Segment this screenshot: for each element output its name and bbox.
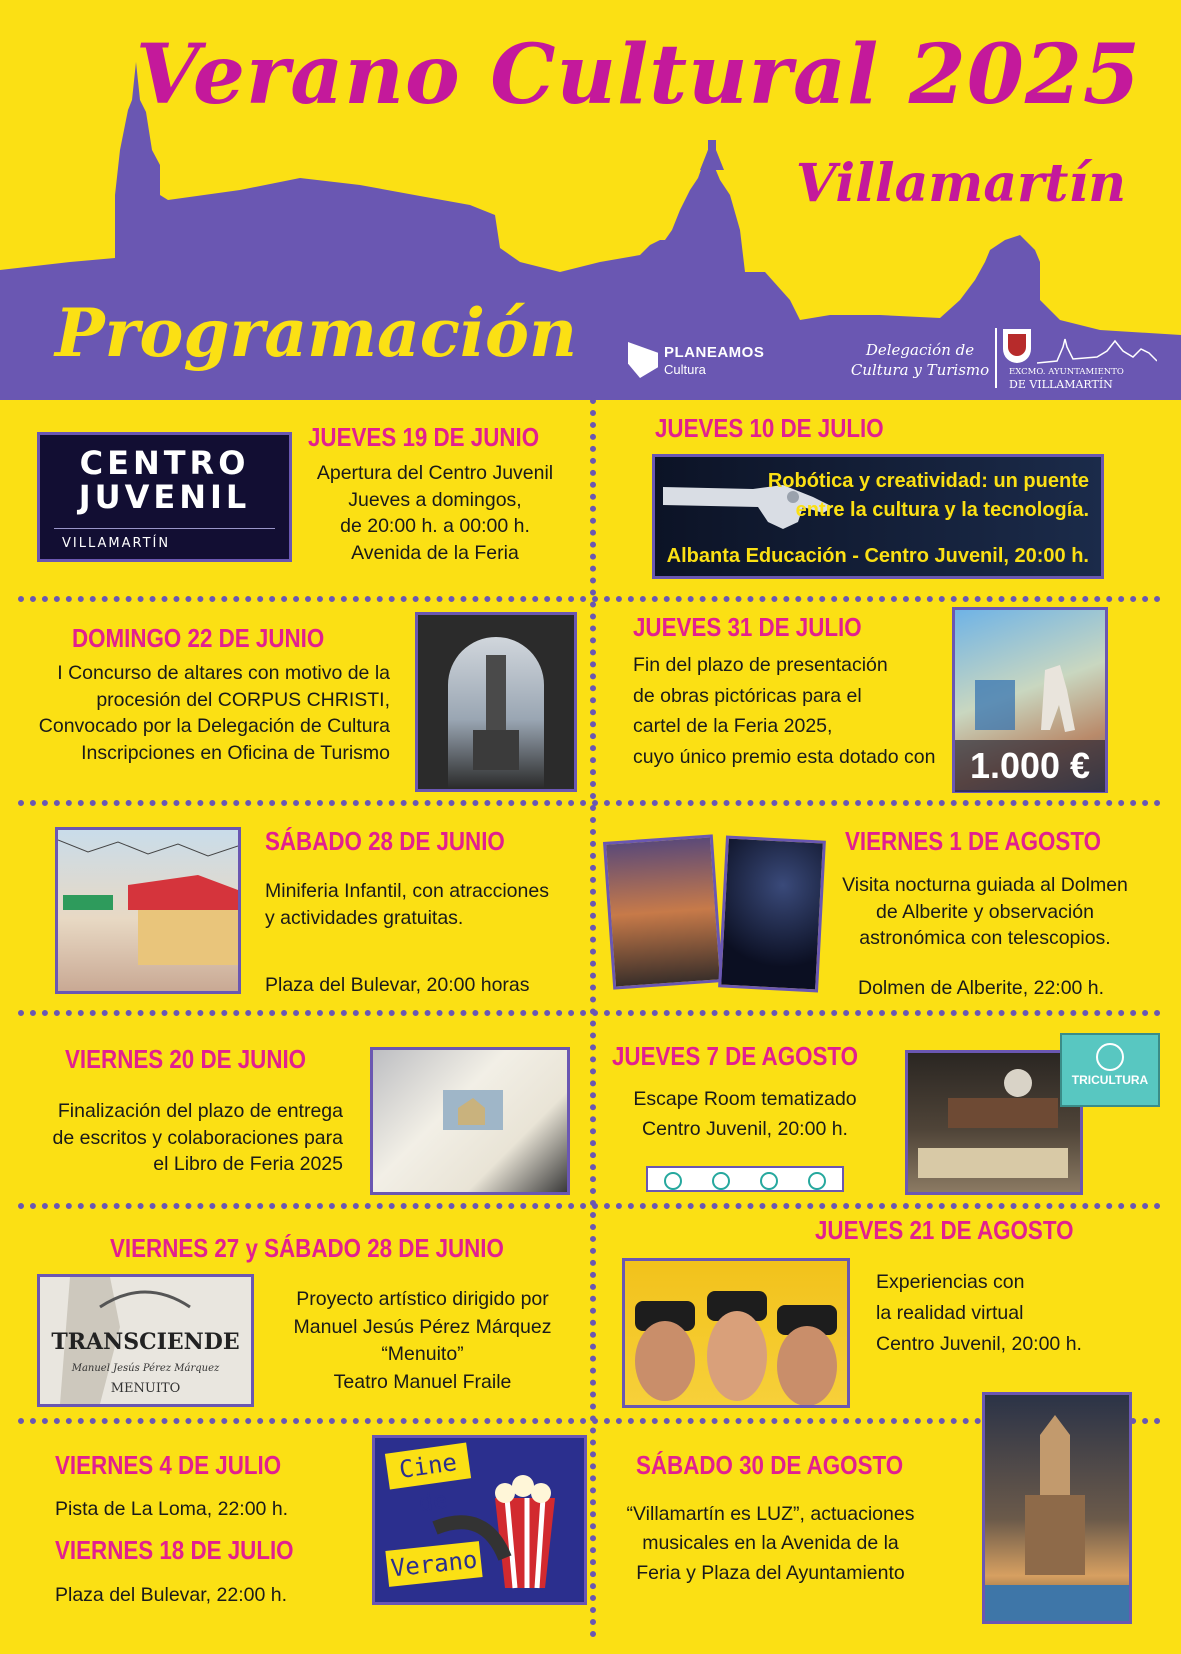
poster-subtitle: Villamartín — [795, 153, 1126, 214]
church-arch-photo-graphic — [418, 615, 574, 789]
planeamos-name: PLANEAMOS — [664, 344, 765, 361]
event-date: DOMINGO 22 DE JUNIO — [72, 623, 325, 653]
event-description: I Concurso de altares con motivo de la procesión del CORPUS CHRISTI, Convocado por la Delegación de Cultura Inscripciones en Oficina de Turismo — [38, 662, 390, 765]
row-divider — [18, 1010, 1161, 1016]
dolmen-photo — [603, 834, 723, 989]
event-description: Escape Room tematizado Centro Juvenil, 20:00 h. — [633, 1088, 857, 1141]
event-description: Fin del plazo de presentación de obras pictóricas para el cartel de la Feria 2025, cuyo único premio esta dotado con — [633, 654, 936, 768]
delegacion-line-1: Delegación de — [865, 341, 975, 359]
virtual-reality-graphic — [625, 1261, 847, 1405]
sponsor-icon — [664, 1172, 682, 1190]
poster-alias: MENUITO — [110, 1381, 181, 1396]
tricultura-icon — [1096, 1043, 1124, 1071]
poster-title: Verano Cultural 2025 — [135, 27, 1141, 123]
transciende-poster — [37, 1274, 254, 1407]
banner-line-1: Robótica y creatividad: un puente — [767, 470, 1089, 492]
miniferia-photo — [55, 827, 241, 994]
planeamos-mark-icon — [628, 342, 658, 378]
event-description: Miniferia Infantil, con atracciones y actividades gratuitas. — [265, 880, 549, 929]
row-divider — [18, 596, 1161, 602]
plaza-fountain-graphic — [985, 1395, 1129, 1621]
sponsor-icon — [712, 1172, 730, 1190]
badge-line-2: JUVENIL — [78, 477, 251, 516]
town-outline-icon — [1037, 333, 1157, 367]
badge-line-3: VILLAMARTÍN — [62, 536, 171, 551]
miniferia-graphic — [58, 830, 238, 991]
event-date: VIERNES 4 DE JULIO — [55, 1450, 282, 1480]
event-place: Pista de La Loma, 22:00 h. — [55, 1498, 289, 1520]
ayuntamiento-line-2: DE VILLAMARTÍN — [1009, 378, 1113, 391]
virtual-reality-photo — [622, 1258, 850, 1408]
event-description: Visita nocturna guiada al Dolmen de Alberite y observación astronómica con telescopios. — [842, 874, 1128, 950]
event-description: Finalización del plazo de entrega de escritos y colaboraciones para el Libro de Feria 2025 — [52, 1100, 343, 1176]
ayuntamiento-line-1: EXCMO. AYUNTAMIENTO — [1009, 367, 1124, 377]
escape-room-photo — [905, 1050, 1083, 1195]
sponsor-icons-strip — [646, 1166, 844, 1192]
banner-footer: Albanta Educación - Centro Juvenil, 20:00 h. — [666, 545, 1089, 567]
section-heading: Programación — [55, 294, 577, 372]
row-divider — [18, 1203, 1161, 1209]
night-sky-photo — [718, 835, 826, 992]
tricultura-logo: TRICULTURA — [1060, 1033, 1160, 1107]
event-place: Dolmen de Alberite, 22:00 h. — [858, 977, 1105, 999]
poster-word-2: Verano — [385, 1541, 482, 1587]
ayuntamiento-logo — [1003, 325, 1163, 391]
event-date: SÁBADO 28 DE JUNIO — [265, 826, 505, 856]
event-description: Experiencias con la realidad virtual Centro Juvenil, 20:00 h. — [876, 1271, 1082, 1356]
poster-word-1: Cine de — [385, 1442, 471, 1489]
planeamos-sub: Cultura — [664, 362, 706, 377]
event-date: SÁBADO 30 DE AGOSTO — [636, 1450, 904, 1480]
church-arch-photo — [415, 612, 577, 792]
event-date: JUEVES 7 DE AGOSTO — [612, 1041, 859, 1071]
feria-book-photo — [370, 1047, 570, 1195]
event-date: JUEVES 31 DE JULIO — [633, 612, 862, 642]
event-date: JUEVES 19 DE JUNIO — [308, 422, 540, 452]
sponsor-icon — [808, 1172, 826, 1190]
event-date: VIERNES 20 DE JUNIO — [65, 1044, 307, 1074]
badge-line-1: CENTRO — [79, 444, 250, 482]
feria-book-graphic — [373, 1050, 567, 1192]
event-date: JUEVES 21 DE AGOSTO — [815, 1215, 1074, 1245]
event-date: VIERNES 18 DE JULIO — [55, 1535, 294, 1565]
event-description: Proyecto artístico dirigido por Manuel Jesús Pérez Márquez “Menuito” Teatro Manuel Fraile — [293, 1288, 552, 1394]
event-place: Plaza del Bulevar, 20:00 horas — [265, 974, 530, 996]
event-date: VIERNES 27 y SÁBADO 28 DE JUNIO — [110, 1233, 504, 1263]
town-shield-icon — [1003, 329, 1031, 363]
poster-author: Manuel Jesús Pérez Márquez — [71, 1363, 220, 1374]
escape-room-graphic — [908, 1053, 1080, 1192]
event-description: “Villamartín es LUZ”, actuaciones musicales en la Avenida de la Feria y Plaza del Ayuntamiento — [626, 1503, 915, 1584]
robotics-banner — [652, 454, 1104, 579]
column-divider — [590, 398, 596, 1638]
plaza-fountain-photo — [982, 1392, 1132, 1624]
event-date: JUEVES 10 DE JULIO — [655, 413, 884, 443]
banner-line-2: entre la cultura y la tecnología. — [795, 499, 1089, 521]
event-description: Apertura del Centro Juvenil Jueves a domingos, de 20:00 h. a 00:00 h. Avenida de la Feria — [316, 462, 554, 565]
prize-amount: 1.000 € — [955, 740, 1105, 792]
logo-divider — [995, 328, 997, 388]
planeamos-cultura-logo — [628, 340, 778, 386]
sponsor-icon — [760, 1172, 778, 1190]
cine-verano-poster — [372, 1435, 587, 1605]
poster-title: TRANSCIENDE — [51, 1329, 240, 1355]
row-divider — [18, 800, 1161, 806]
event-date: VIERNES 1 DE AGOSTO — [845, 826, 1101, 856]
delegacion-line-2: Cultura y Turismo — [850, 361, 990, 380]
delegacion-logo — [850, 340, 990, 381]
event-place: Plaza del Bulevar, 22:00 h. — [55, 1584, 287, 1606]
centro-juvenil-logo — [37, 432, 292, 562]
